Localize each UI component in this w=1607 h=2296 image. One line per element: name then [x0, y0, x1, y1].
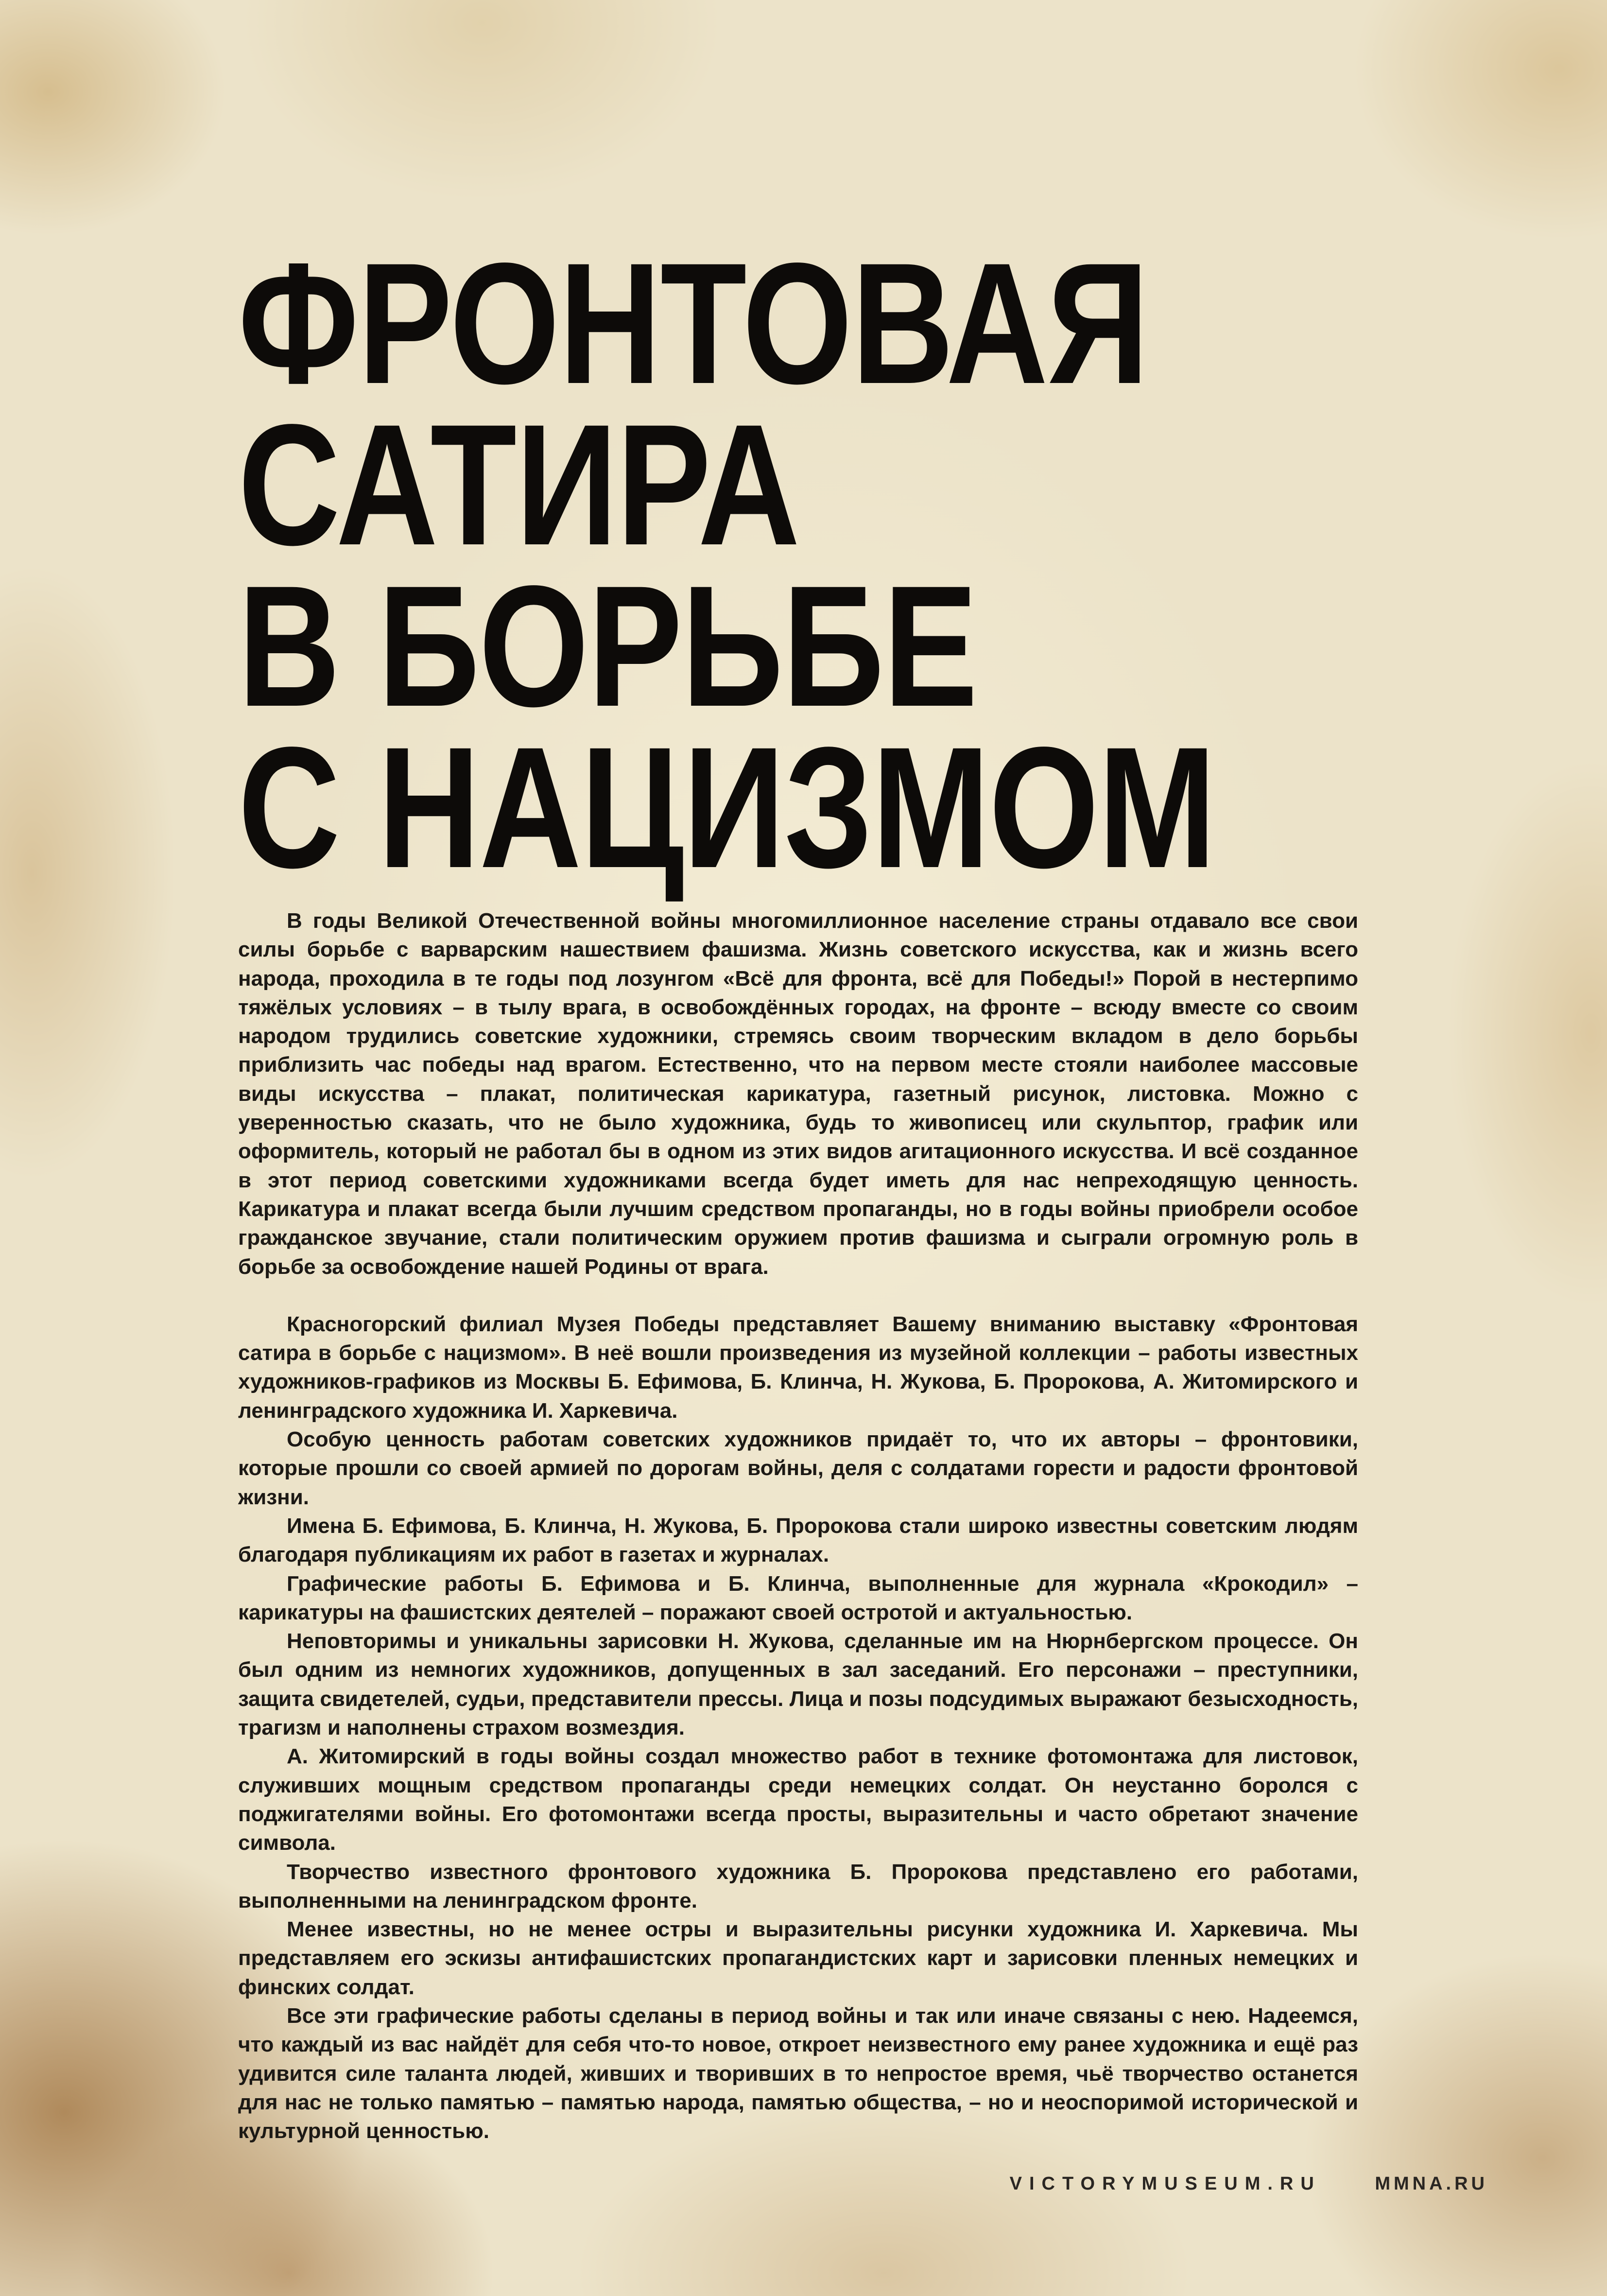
title-line-2: САТИРА — [238, 389, 799, 581]
footer-link-victorymuseum[interactable]: VICTORYMUSEUM.RU — [1009, 2174, 1321, 2194]
paragraph-conclusion: Все эти графические работы сделаны в период войны и так или иначе связаны с нею. Надеемся, что каждый из вас найдёт для себя что-то новое, откроет неизвестного ему ранее художника и ещё раз удивится силе таланта людей, живших и творивших в то непростое время, чьё творчество останется для нас не только памятью – памятью народа, памятью общества, – но и неоспоримой исторической и культурной ценностью. — [238, 2003, 1358, 2143]
footer-sites — [1010, 2174, 1488, 2194]
paragraph-intro: В годы Великой Отечественной войны многомиллионное население страны отдавало все свои силы борьбе с варварским нашествием фашизма. Жизнь советского искусства, как и жизнь всего народа, проходила в те годы под лозунгом «Всё для фронта, всё для Победы!» Порой в нестерпимо тяжёлых условиях – в тылу врага, в освобождённых городах, на фронте – всюду вместе со своим народом трудились советские художники, стремясь своим творческим вкладом в дело борьбы приблизить час победы над врагом. Естественно, что на первом месте стояли наиболее массовые виды искусства – плакат, политическая карикатура, газетный рисунок, листовка. Можно с уверенностью сказать, что не было художника, будь то живописец или скульптор, график или оформитель, который не работал бы в одном из этих видов агитационного искусства. И всё созданное в этот период советскими художниками всегда будет иметь для нас непреходящую ценность. Карикатура и плакат всегда были лучшим средством пропаганды, но в годы войны приобрели особое гражданское звучание, стали политическим оружием против фашизма и сыграли огромную роль в борьбе за освобождение нашей Родины от врага. — [238, 909, 1358, 1279]
page-title — [238, 227, 1215, 904]
paragraph-prorokov: Творчество известного фронтового художника Б. Пророкова представлено его работами, выполненными на ленинградском фронте. — [238, 1860, 1358, 1913]
paragraph-kharkevich: Менее известны, но не менее остры и выразительны рисунки художника И. Харкевича. Мы представляем его эскизы антифашистских пропагандистских карт и зарисовки пленных немецких и финских солдат. — [238, 1917, 1358, 1999]
paragraph-zhitomirsky: А. Житомирский в годы войны создал множество работ в технике фотомонтажа для листовок, служивших мощным средством пропаганды среди немецких солдат. Он неустанно боролся с поджигателями войны. Его фотомонтажи всегда просты, выразительны и часто обретают значение символа. — [238, 1744, 1358, 1855]
paragraph-value: Особую ценность работам советских художников придаёт то, что их авторы – фронтовики, которые прошли со своей армией по дорогам войны, деля с солдатами горести и радости фронтовой жизни. — [238, 1427, 1358, 1509]
paragraph-krokodil: Графические работы Б. Ефимова и Б. Клинча, выполненные для журнала «Крокодил» – карикатуры на фашистских деятелей – поражают своей остротой и актуальностью. — [238, 1571, 1358, 1624]
paragraph-exhibition: Красногорский филиал Музея Победы представляет Вашему вниманию выставку «Фронтовая сатира в борьбе с нацизмом». В неё вошли произведения из музейной коллекции – работы известных художников-графиков из Москвы Б. Ефимова, Б. Клинча, Н. Жукова, Б. Пророкова, А. Житомирского и ленинградского художника И. Харкевича. — [238, 1312, 1358, 1423]
footer-link-mmna[interactable]: MMNA.RU — [1375, 2174, 1488, 2194]
paragraph-names: Имена Б. Ефимова, Б. Клинча, Н. Жукова, Б. Пророкова стали широко известны советским людям благодаря публикациям их работ в газетах и журналах. — [238, 1513, 1358, 1567]
article-body — [238, 906, 1358, 2145]
title-line-4: С НАЦИЗМОМ — [238, 712, 1215, 904]
title-line-1: ФРОНТОВАЯ — [238, 227, 1148, 420]
title-line-3: В БОРЬБЕ — [238, 550, 977, 743]
paragraph-zhukov: Неповторимы и уникальны зарисовки Н. Жукова, сделанные им на Нюрнбергском процессе. Он был одним из немногих художников, допущенных в зал заседаний. Его персонажи – преступники, защита свидетелей, судьи, представители прессы. Лица и позы подсудимых выражают безысходность, трагизм и наполнены страхом возмездия. — [238, 1629, 1358, 1740]
